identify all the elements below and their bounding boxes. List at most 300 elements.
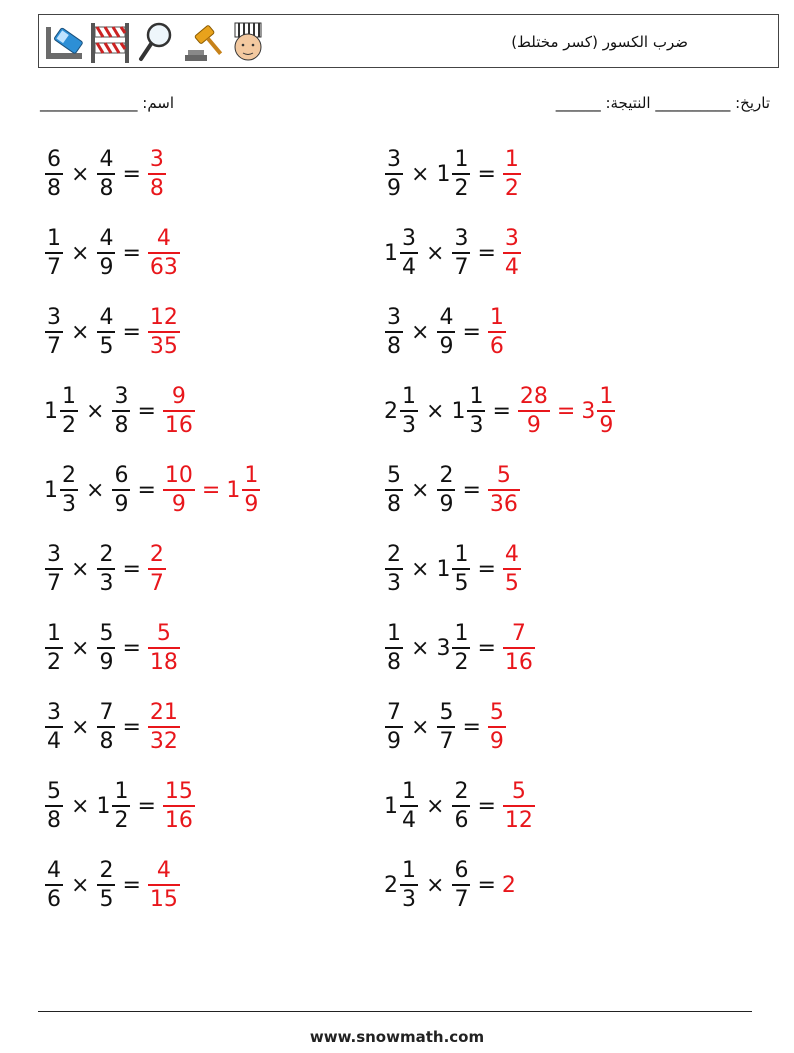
answer [502, 873, 517, 898]
times-sign: × [71, 319, 90, 345]
numerator: 2 [99, 858, 114, 884]
denominator: 3 [99, 570, 114, 596]
problem-19 [44, 853, 181, 917]
denominator: 36 [489, 491, 518, 517]
fraction [148, 146, 166, 202]
denominator: 9 [439, 491, 454, 517]
fraction [437, 462, 455, 518]
operand-b [451, 778, 471, 834]
fraction [503, 620, 535, 676]
fraction [437, 304, 455, 360]
problem-2 [384, 142, 522, 206]
fraction [385, 541, 403, 597]
numerator: 3 [47, 305, 61, 331]
fraction [45, 778, 63, 834]
denominator: 8 [387, 333, 401, 359]
answer-r2 [226, 462, 261, 518]
denominator: 9 [99, 649, 114, 675]
numerator: 1 [47, 621, 61, 647]
answer-r1 [502, 620, 536, 676]
answer [502, 620, 536, 676]
times-sign: × [411, 556, 430, 582]
times-sign: × [411, 477, 430, 503]
whole-number: 3 [436, 635, 451, 661]
answer-r1 [147, 146, 167, 202]
numerator: 3 [504, 226, 519, 252]
numerator: 1 [454, 621, 469, 647]
fraction [597, 383, 615, 439]
equals-sign: = [477, 556, 496, 582]
numerator: 2 [99, 542, 114, 568]
fraction [148, 541, 166, 597]
operand-b [436, 304, 456, 360]
denominator: 3 [402, 886, 416, 912]
whole-number: 1 [226, 477, 241, 503]
equals-sign: = [462, 714, 481, 740]
numerator: 6 [454, 858, 469, 884]
numerator: 4 [47, 858, 61, 884]
numerator: 4 [99, 226, 114, 252]
operand-b [96, 304, 116, 360]
denominator: 4 [402, 807, 416, 833]
equals-sign: = [462, 319, 481, 345]
operand-a [44, 383, 79, 439]
operand-b [436, 699, 456, 755]
fraction [242, 462, 260, 518]
answer [502, 541, 522, 597]
fraction [45, 146, 63, 202]
fraction [163, 778, 195, 834]
numerator: 2 [387, 542, 401, 568]
equals-sign: = [122, 635, 141, 661]
denominator: 7 [439, 728, 454, 754]
operand-b [451, 857, 471, 913]
fraction [385, 620, 403, 676]
denominator: 7 [47, 570, 61, 596]
numerator: 1 [114, 779, 129, 805]
fraction [97, 225, 115, 281]
fraction [45, 304, 63, 360]
operand-b [436, 620, 471, 676]
denominator: 7 [454, 886, 469, 912]
operand-b [436, 146, 471, 202]
equals-sign: = [137, 477, 156, 503]
operand-b [451, 225, 471, 281]
fraction [163, 462, 195, 518]
fraction [488, 304, 506, 360]
whole-number: 1 [44, 398, 58, 424]
fraction [503, 541, 521, 597]
numerator: 1 [469, 384, 484, 410]
operand-a [384, 462, 404, 518]
numerator: 5 [439, 700, 454, 726]
numerator: 1 [62, 384, 76, 410]
answer [147, 304, 181, 360]
operand-a [44, 778, 64, 834]
numerator: 1 [402, 858, 416, 884]
numerator: 5 [156, 621, 171, 647]
operand-a [384, 541, 404, 597]
fraction [503, 146, 521, 202]
problem-16 [384, 695, 507, 759]
problem-20 [384, 853, 517, 917]
whole-number: 1 [96, 793, 111, 819]
fraction [452, 620, 470, 676]
numerator: 4 [504, 542, 519, 568]
fraction [163, 383, 195, 439]
numerator: 2 [149, 542, 164, 568]
denominator: 2 [454, 649, 469, 675]
denominator: 5 [504, 570, 519, 596]
numerator: 3 [114, 384, 129, 410]
name-field: اسم: _____________ [40, 94, 175, 112]
numerator: 4 [99, 305, 114, 331]
fraction [148, 304, 180, 360]
numerator: 6 [114, 463, 129, 489]
problem-4 [384, 221, 522, 285]
denominator: 7 [149, 570, 164, 596]
times-sign: × [426, 872, 445, 898]
operand-a [44, 146, 64, 202]
denominator: 9 [387, 175, 401, 201]
answer [147, 225, 181, 281]
road-barrier-icon [89, 19, 131, 65]
fraction [148, 620, 180, 676]
answer-r2 [581, 383, 616, 439]
answer-r1 [147, 620, 181, 676]
denominator: 63 [149, 254, 178, 280]
fraction [45, 857, 63, 913]
numerator: 21 [149, 700, 178, 726]
fraction [452, 857, 470, 913]
denominator: 7 [454, 254, 469, 280]
fraction [148, 225, 180, 281]
whole-number: 1 [451, 398, 466, 424]
numerator: 7 [387, 700, 401, 726]
numerator: 3 [387, 147, 401, 173]
equals-sign: = [122, 161, 141, 187]
whole-number: 2 [384, 398, 398, 424]
problem-12 [384, 537, 522, 601]
operand-b [96, 857, 116, 913]
problem-10 [384, 458, 521, 522]
denominator: 8 [114, 412, 129, 438]
operand-a [384, 225, 419, 281]
problem-11 [44, 537, 167, 601]
worksheet-title: ضرب الكسور (كسر مختلط) [511, 33, 688, 51]
problem-8 [384, 379, 616, 443]
whole-number: 3 [581, 398, 596, 424]
whole-number: 2 [501, 872, 516, 898]
fraction [97, 304, 115, 360]
numerator: 5 [496, 463, 511, 489]
times-sign: × [426, 240, 445, 266]
fraction [452, 225, 470, 281]
answer [162, 462, 261, 518]
answer [502, 225, 522, 281]
denominator: 6 [454, 807, 469, 833]
problem-7 [44, 379, 196, 443]
equals-sign: = [477, 635, 496, 661]
fraction [45, 541, 63, 597]
denominator: 9 [489, 728, 504, 754]
answer-r1 [502, 778, 536, 834]
denominator: 9 [526, 412, 541, 438]
equals-sign: = [477, 793, 496, 819]
numerator: 7 [511, 621, 526, 647]
denominator: 8 [99, 728, 114, 754]
denominator: 15 [149, 886, 178, 912]
fraction [488, 462, 520, 518]
denominator: 16 [164, 412, 193, 438]
operand-a [44, 225, 64, 281]
fraction [385, 146, 403, 202]
denominator: 7 [47, 254, 61, 280]
answer [517, 383, 616, 439]
footer-divider [38, 1011, 752, 1012]
operand-a [44, 462, 79, 518]
whole-number: 1 [436, 556, 451, 582]
equals-sign: = [137, 793, 156, 819]
equals-sign: = [122, 556, 141, 582]
numerator: 2 [439, 463, 454, 489]
answer [147, 541, 167, 597]
answer [502, 146, 522, 202]
answer [162, 383, 196, 439]
operand-a [384, 778, 419, 834]
problem-13 [44, 616, 181, 680]
problem-5 [44, 300, 181, 364]
denominator: 4 [47, 728, 61, 754]
numerator: 4 [439, 305, 454, 331]
operand-b [436, 462, 456, 518]
numerator: 4 [156, 858, 171, 884]
fraction [45, 225, 63, 281]
whole-number: 1 [436, 161, 451, 187]
numerator: 4 [99, 147, 114, 173]
numerator: 3 [454, 226, 469, 252]
gavel-icon [181, 19, 223, 65]
denominator: 9 [439, 333, 454, 359]
fraction [400, 857, 418, 913]
numerator: 3 [47, 700, 61, 726]
fraction [385, 304, 403, 360]
numerator: 15 [164, 779, 193, 805]
denominator: 8 [149, 175, 164, 201]
operand-a [384, 699, 404, 755]
denominator: 7 [47, 333, 61, 359]
denominator: 18 [149, 649, 178, 675]
times-sign: × [71, 714, 90, 740]
denominator: 5 [454, 570, 469, 596]
operand-a [384, 383, 419, 439]
fraction [148, 699, 180, 755]
denominator: 8 [99, 175, 114, 201]
fraction [385, 462, 403, 518]
operand-b [96, 620, 116, 676]
problem-3 [44, 221, 181, 285]
numerator: 4 [156, 226, 171, 252]
answer-r1 [147, 304, 181, 360]
denominator: 5 [99, 333, 114, 359]
operand-b [111, 383, 131, 439]
operand-a [384, 620, 404, 676]
numerator: 28 [519, 384, 548, 410]
denominator: 2 [47, 649, 61, 675]
fraction [45, 620, 63, 676]
fraction [400, 383, 418, 439]
answer [147, 620, 181, 676]
fraction [45, 699, 63, 755]
times-sign: × [71, 635, 90, 661]
denominator: 3 [62, 491, 76, 517]
numerator: 5 [387, 463, 401, 489]
date-score-field: ______ :تاريخ: __________ النتيجة [555, 94, 770, 112]
equals-sign: = [556, 398, 576, 424]
fraction [503, 225, 521, 281]
numerator: 5 [489, 700, 504, 726]
numerator: 2 [62, 463, 76, 489]
answer-r1 [147, 225, 181, 281]
fraction [112, 462, 130, 518]
times-sign: × [71, 556, 90, 582]
fraction [452, 146, 470, 202]
answer [147, 146, 167, 202]
whole-number: 2 [384, 872, 398, 898]
numerator: 7 [99, 700, 114, 726]
equals-sign: = [477, 240, 496, 266]
denominator: 9 [387, 728, 401, 754]
equals-sign: = [122, 240, 141, 266]
fraction [452, 778, 470, 834]
times-sign: × [71, 161, 90, 187]
times-sign: × [71, 793, 90, 819]
numerator: 5 [99, 621, 114, 647]
answer-r1 [502, 541, 522, 597]
answer-r1 [487, 304, 507, 360]
denominator: 16 [164, 807, 193, 833]
denominator: 8 [47, 175, 61, 201]
operand-a [384, 857, 419, 913]
fraction [112, 778, 130, 834]
numerator: 1 [402, 779, 416, 805]
answer-r1 [162, 778, 196, 834]
denominator: 4 [504, 254, 519, 280]
operand-b [96, 541, 116, 597]
fraction [112, 383, 130, 439]
answer-r1 [487, 699, 507, 755]
operand-a [44, 857, 64, 913]
fraction [60, 383, 78, 439]
denominator: 12 [504, 807, 533, 833]
denominator: 9 [171, 491, 186, 517]
whole-number: 1 [44, 477, 58, 503]
operand-a [44, 304, 64, 360]
whole-number: 1 [384, 793, 398, 819]
fraction [385, 699, 403, 755]
operand-b [436, 541, 471, 597]
answer [162, 778, 196, 834]
equals-sign: = [122, 319, 141, 345]
denominator: 6 [47, 886, 61, 912]
problem-17 [44, 774, 196, 838]
operand-b [111, 462, 131, 518]
equals-sign: = [477, 161, 496, 187]
numerator: 5 [47, 779, 61, 805]
answer-r1 [147, 857, 181, 913]
times-sign: × [71, 240, 90, 266]
denominator: 2 [114, 807, 129, 833]
denominator: 3 [469, 412, 484, 438]
numerator: 6 [47, 147, 61, 173]
answer-r1 [147, 541, 167, 597]
problem-9 [44, 458, 261, 522]
denominator: 8 [47, 807, 61, 833]
denominator: 9 [114, 491, 129, 517]
times-sign: × [411, 161, 430, 187]
fraction [148, 857, 180, 913]
equals-sign: = [492, 398, 511, 424]
numerator: 1 [244, 463, 259, 489]
fraction [60, 462, 78, 518]
fraction [503, 778, 535, 834]
answer-r1 [162, 462, 196, 518]
answer [502, 778, 536, 834]
equals-sign: = [477, 872, 496, 898]
denominator: 5 [99, 886, 114, 912]
times-sign: × [71, 872, 90, 898]
problem-14 [384, 616, 536, 680]
answer-r1 [502, 225, 522, 281]
numerator: 1 [47, 226, 61, 252]
operand-a [44, 699, 64, 755]
denominator: 8 [387, 491, 401, 517]
equals-sign: = [462, 477, 481, 503]
denominator: 6 [489, 333, 504, 359]
fraction [488, 699, 506, 755]
denominator: 4 [402, 254, 416, 280]
fraction [437, 699, 455, 755]
numerator: 1 [504, 147, 519, 173]
numerator: 9 [171, 384, 186, 410]
calculator-icon [43, 19, 85, 65]
fraction [97, 699, 115, 755]
times-sign: × [411, 714, 430, 740]
numerator: 3 [402, 226, 416, 252]
fraction [518, 383, 550, 439]
fraction [452, 541, 470, 597]
answer [487, 462, 521, 518]
numerator: 1 [402, 384, 416, 410]
equals-sign: = [122, 714, 141, 740]
denominator: 32 [149, 728, 178, 754]
times-sign: × [86, 477, 105, 503]
footer-url: www.snowmath.com [309, 1028, 485, 1046]
fraction [400, 225, 418, 281]
denominator: 9 [244, 491, 259, 517]
operand-a [44, 541, 64, 597]
numerator: 10 [164, 463, 193, 489]
denominator: 35 [149, 333, 178, 359]
magnifier-icon [135, 19, 177, 65]
fraction [97, 146, 115, 202]
numerator: 3 [387, 305, 401, 331]
operand-b [96, 699, 116, 755]
problem-18 [384, 774, 536, 838]
answer-r1 [517, 383, 551, 439]
header-icons [43, 19, 269, 65]
problem-15 [44, 695, 181, 759]
